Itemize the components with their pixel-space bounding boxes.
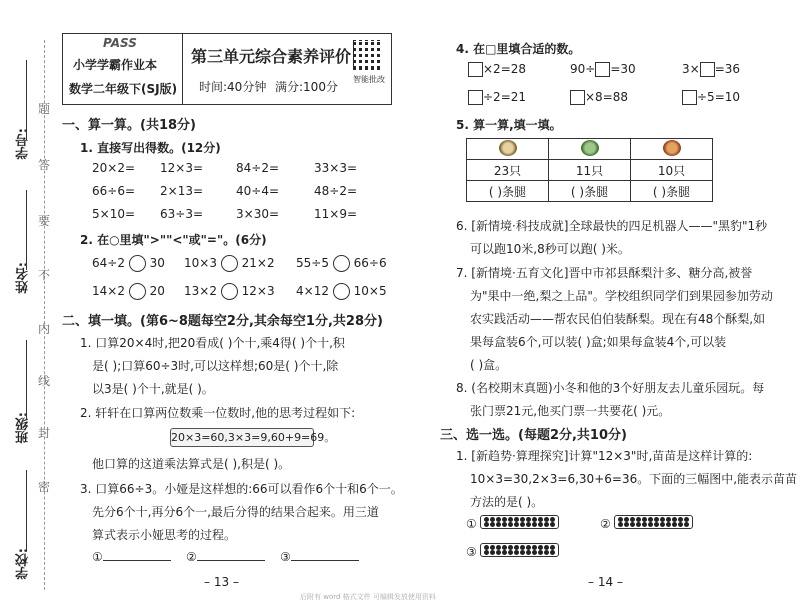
q5-table <box>466 138 713 202</box>
compare-circle[interactable] <box>129 283 146 300</box>
grade-label: 数学二年级下(SJ版) <box>69 82 178 96</box>
time-label: 时间:40分钟 <box>199 80 267 94</box>
answer-box[interactable] <box>700 62 715 77</box>
calc-item: 20×2= <box>92 161 136 175</box>
class-label: 班级: <box>16 412 31 444</box>
page-title: 第三单元综合素养评价 <box>191 47 352 66</box>
fill-q2-line1: 2. 轩轩在口算两位数乘一位数时,他的思考过程如下: <box>80 406 356 420</box>
class-line <box>26 340 27 420</box>
seal-char: 内 <box>38 322 51 336</box>
fill-q1-line2: 是( );口算60÷3时,可以这样想;60是( )个十,除 <box>92 359 339 373</box>
table-cell[interactable]: ( )条腿 <box>549 181 631 202</box>
section1-title: 一、算一算。(共18分) <box>62 118 196 133</box>
name-label: 姓名: <box>16 262 31 294</box>
fill-box-item: 3× =36 <box>682 62 741 76</box>
watermark: 后附有 word 格式文件 可编辑发放使用资料 <box>300 593 436 601</box>
scan-label: 智能批改 <box>353 75 385 84</box>
answer-box[interactable] <box>468 90 483 105</box>
table-cell[interactable]: ( )条腿 <box>467 181 549 202</box>
choice-q1-line2: 10×3=30,2×3=6,30+6=36。下面的三幅图中,能表示苗苗 <box>470 472 798 486</box>
student-id-line <box>26 60 27 140</box>
choice-q1-line1: 1. [新趋势·算理探究]计算"12×3"时,苗苗是这样计算的: <box>456 449 753 463</box>
q1-title: 1. 直接写出得数。(12分) <box>80 141 221 155</box>
fill-box-item: ×2=28 <box>468 62 526 77</box>
answer-blank[interactable]: ③ <box>280 550 359 564</box>
answer-box[interactable] <box>570 90 585 105</box>
q7-line3: 农实践活动——帮农民伯伯装酥梨。现在有48个酥梨,如 <box>470 312 766 326</box>
q7-line1: 7. [新情境·五育文化]晋中市祁县酥梨汁多、糖分高,被誉 <box>456 266 753 280</box>
seal-char: 不 <box>38 268 51 282</box>
seal-char: 线 <box>38 374 51 388</box>
choice-q1-line3: 方法的是( )。 <box>470 495 544 509</box>
q6-line1: 6. [新情境·科技成就]全球最快的四足机器人——"黑豹"1秒 <box>456 219 768 233</box>
fill-box-item: 90÷ =30 <box>570 62 636 76</box>
fill-q3-line2: 先分6个十,再分6个一,最后分得的结果合起来。用三道 <box>92 505 379 519</box>
q5-title: 5. 算一算,填一填。 <box>456 118 562 132</box>
table-row <box>467 160 713 181</box>
answer-box[interactable] <box>595 62 610 77</box>
compare-circle[interactable] <box>333 255 350 272</box>
fill-q2-line2: 他口算的这道乘法算式是( ),积是( )。 <box>92 457 291 471</box>
calc-item: 63÷3= <box>160 207 204 221</box>
option-label[interactable]: ② <box>600 517 611 531</box>
calc-item: 84÷2= <box>236 161 280 175</box>
fill-q3-line3: 算式表示小娅思考的过程。 <box>92 528 237 542</box>
calc-item: 3×30= <box>236 207 280 221</box>
calc-item: 40÷4= <box>236 184 280 198</box>
calc-item: 2×13= <box>160 184 204 198</box>
q7-line2: 为"果中一绝,梨之上品"。学校组织同学们到果园参加劳动 <box>470 289 773 303</box>
table-cell[interactable]: ( )条腿 <box>631 181 713 202</box>
table-row <box>467 139 713 160</box>
frog-icon <box>581 140 599 156</box>
q8-line2: 张门票21元,他买门票一共要花( )元。 <box>470 404 671 418</box>
fill-box-item: ÷2=21 <box>468 90 526 105</box>
q8-line1: 8. (名校期末真题)小冬和他的3个好朋友去儿童乐园玩。每 <box>456 381 765 395</box>
page-number: – 14 – <box>588 575 623 589</box>
q2-title: 2. 在○里填">""<"或"="。(6分) <box>80 233 267 247</box>
seal-char: 题 <box>38 102 51 116</box>
table-cell <box>467 139 549 160</box>
calc-item: 12×3= <box>160 161 204 175</box>
header-box <box>62 33 392 105</box>
option-label[interactable]: ③ <box>466 545 477 559</box>
student-id-label: 学号: <box>16 128 31 160</box>
fill-q1-line1: 1. 口算20×4时,把20看成( )个十,乘4得( )个十,积 <box>80 336 345 350</box>
page-number: – 13 – <box>204 575 239 589</box>
calc-item: 5×10= <box>92 207 136 221</box>
option-label[interactable]: ① <box>466 517 477 531</box>
fill-q3-line1: 3. 口算66÷3。小娅是这样想的:66可以看作6个十和6个一。 <box>80 482 403 496</box>
table-cell <box>631 139 713 160</box>
table-row <box>467 181 713 202</box>
table-cell <box>549 139 631 160</box>
compare-item: 13×2 12×3 <box>184 284 275 298</box>
header-left <box>63 34 183 104</box>
compare-item: 14×2 20 <box>92 284 165 298</box>
chick-icon <box>499 140 517 156</box>
fill-box-item: ÷5=10 <box>682 90 740 105</box>
compare-circle[interactable] <box>129 255 146 272</box>
score-label: 满分:100分 <box>275 80 338 94</box>
compare-item: 55÷5 66÷6 <box>296 256 387 270</box>
answer-box[interactable] <box>682 90 697 105</box>
series-name: 小学学霸作业本 <box>73 58 158 72</box>
bead-bar-option2[interactable] <box>614 515 693 529</box>
answer-blank[interactable]: ① <box>92 550 171 564</box>
calc-item: 11×9= <box>314 207 358 221</box>
compare-item: 4×12 10×5 <box>296 284 387 298</box>
ant-icon <box>663 140 681 156</box>
school-line <box>26 470 27 550</box>
compare-circle[interactable] <box>221 283 238 300</box>
seal-char: 封 <box>38 426 51 440</box>
answer-box[interactable] <box>468 62 483 77</box>
brand-logo: PASS <box>103 36 137 50</box>
bead-bar-option1[interactable] <box>480 515 559 529</box>
q7-line5: ( )盒。 <box>470 358 508 372</box>
binding-line <box>44 40 45 590</box>
thinking-process-box: 20×3=60,3×3=9,60+9=69。 <box>170 428 314 447</box>
calc-item: 48÷2= <box>314 184 358 198</box>
bead-bar-option3[interactable] <box>480 543 559 557</box>
table-cell: 10只 <box>631 160 713 181</box>
q7-line4: 果每盒装6个,可以装( )盒;如果每盒装4个,可以装 <box>470 335 727 349</box>
q4-title: 4. 在□里填合适的数。 <box>456 42 581 56</box>
name-line <box>26 190 27 270</box>
seal-char: 密 <box>38 480 51 494</box>
compare-circle[interactable] <box>221 255 238 272</box>
section2-title: 二、填一填。(第6~8题每空2分,其余每空1分,共28分) <box>62 314 383 329</box>
seal-char: 答 <box>38 158 51 172</box>
compare-circle[interactable] <box>333 283 350 300</box>
compare-item: 64÷2 30 <box>92 256 165 270</box>
section3-title: 三、选一选。(每题2分,共10分) <box>440 428 627 443</box>
answer-blank[interactable]: ② <box>186 550 265 564</box>
compare-item: 10×3 21×2 <box>184 256 275 270</box>
seal-char: 要 <box>38 214 51 228</box>
fill-box-item: ×8=88 <box>570 90 628 105</box>
fill-q1-line3: 以3是( )个十,就是( )。 <box>92 382 214 396</box>
school-label: 学校: <box>16 548 31 580</box>
q6-line2: 可以跑10米,8秒可以跑( )米。 <box>470 242 630 256</box>
table-cell: 23只 <box>467 160 549 181</box>
qr-code-pattern <box>353 40 383 70</box>
table-cell: 11只 <box>549 160 631 181</box>
calc-item: 33×3= <box>314 161 358 175</box>
calc-item: 66÷6= <box>92 184 136 198</box>
